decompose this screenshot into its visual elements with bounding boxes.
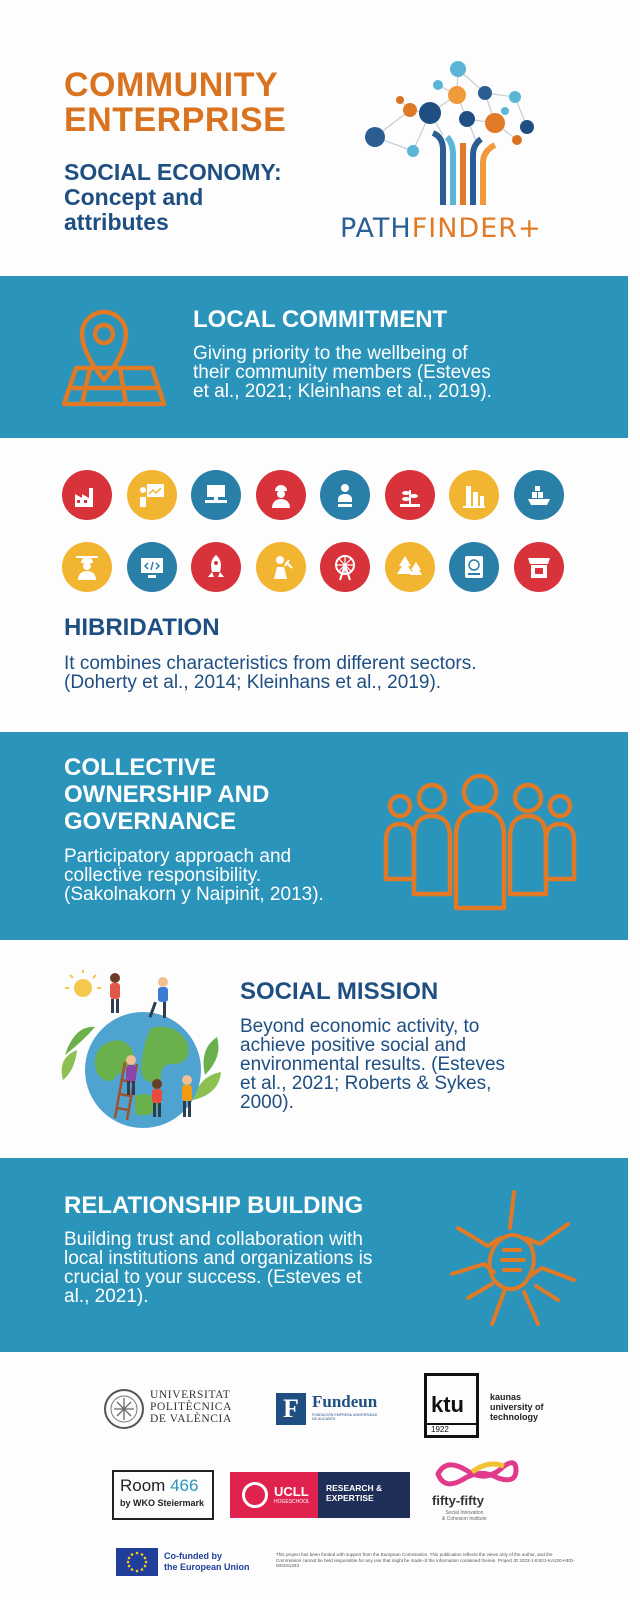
oil-refinery-icon xyxy=(449,470,499,520)
fifty-fifty-name: fifty-fifty xyxy=(432,1493,484,1508)
relationship-building-section xyxy=(0,1158,628,1352)
ktu-name: kaunas university of technology xyxy=(490,1392,544,1422)
ktu-year: 1922 xyxy=(427,1423,476,1435)
factory-icon xyxy=(62,470,112,520)
construction-crane-icon xyxy=(62,542,112,592)
fifty-fifty-infinity-icon xyxy=(432,1456,520,1490)
fifty-fifty-subtitle: Social Innovation & Cohesion Institute xyxy=(442,1510,487,1522)
room466-logo: Room 466 by WKO Steiermark xyxy=(112,1470,214,1520)
person-figure xyxy=(182,1075,192,1117)
fundeun-subtitle: FUNDACIÓN EMPRESA UNIVERSIDAD DE ALICANTE xyxy=(312,1413,378,1421)
engineer-icon xyxy=(256,470,306,520)
local-commitment-section xyxy=(0,276,628,438)
collective-ownership-section xyxy=(0,732,628,940)
social-mission-description: Beyond economic activity, to achieve positive social and environmental results. (Esteves et al., 2021; Roberts & Sykes, 2000). xyxy=(240,1016,506,1113)
fundeun-mark-icon: F xyxy=(276,1393,306,1425)
web-development-icon xyxy=(127,542,177,592)
hibridation-title: HIBRIDATION xyxy=(64,614,220,641)
hibridation-description: It combines characteristics from different sectors. (Doherty et al., 2014; Kleinhans et al., 2019). xyxy=(64,653,477,693)
worker-crane-icon xyxy=(320,470,370,520)
shipping-icon xyxy=(514,470,564,520)
title-line-1: COMMUNITY xyxy=(64,66,279,104)
fundeun-name: Fundeun xyxy=(312,1392,378,1411)
section-title: COLLECTIVE OWNERSHIP AND GOVERNANCE xyxy=(64,754,270,835)
section-description: Giving priority to the wellbeing of their community members (Esteves et al., 2021; Kleinhans et al., 2019). xyxy=(193,343,492,402)
section-description: Participatory approach and collective responsibility. (Sakolnakorn y Naipinit, 2013). xyxy=(64,846,324,905)
ucll-logo: UCLL HOGESCHOOL RESEARCH & EXPERTISE xyxy=(230,1472,410,1518)
page-title xyxy=(64,68,344,138)
finance-screen-icon xyxy=(449,542,499,592)
eu-flag-icon xyxy=(116,1548,158,1576)
people-group-icon xyxy=(380,774,580,914)
rocket-icon xyxy=(191,542,241,592)
map-pin-icon xyxy=(60,304,170,414)
upv-logo: UNIVERSITAT POLITÈCNICA DE VALÈNCIA xyxy=(150,1389,232,1425)
pathfinder-logo-text: PATHFINDER+ xyxy=(340,213,542,244)
presentation-icon xyxy=(127,470,177,520)
section-title: RELATIONSHIP BUILDING xyxy=(64,1192,364,1219)
ferris-wheel-icon xyxy=(320,542,370,592)
agriculture-icon xyxy=(385,470,435,520)
funding-disclaimer: This project has been funded with support from the European Commission. This publication reflects the views only of the author, and the Commission cannot be held responsible for any use that might be made of the information contained therein. Project ID 2023-1-ES01-KA220-HED-000161343 xyxy=(276,1552,575,1569)
subtitle-line-3: attributes xyxy=(64,209,169,235)
subtitle-line-2: Concept and xyxy=(64,184,204,210)
subtitle-line-1: SOCIAL ECONOMY: xyxy=(64,159,282,185)
upv-seal-icon xyxy=(103,1388,145,1430)
globe-people-illustration xyxy=(55,970,225,1130)
eu-cofunded-label: Co-funded by the European Union xyxy=(164,1551,250,1572)
pathfinder-tree-icon xyxy=(355,55,545,210)
social-mission-title: SOCIAL MISSION xyxy=(240,978,439,1005)
ktu-logo-box xyxy=(424,1373,479,1438)
person-figure xyxy=(149,977,168,1018)
person-figure xyxy=(110,973,120,1013)
section-title: LOCAL COMMITMENT xyxy=(193,306,448,333)
section-description: Building trust and collaboration with local institutions and organizations is crucial to your success. (Esteves et al., 2021). xyxy=(64,1229,373,1307)
page-subtitle xyxy=(64,160,334,235)
title-line-2: ENTERPRISE xyxy=(64,101,287,139)
sector-icon-grid xyxy=(62,470,572,592)
ktu-mark: ktu xyxy=(431,1392,464,1417)
office-desk-icon xyxy=(191,470,241,520)
miner-icon xyxy=(256,542,306,592)
forestry-icon xyxy=(385,542,435,592)
stacked-hands-icon xyxy=(448,1188,578,1328)
market-stall-icon xyxy=(514,542,564,592)
